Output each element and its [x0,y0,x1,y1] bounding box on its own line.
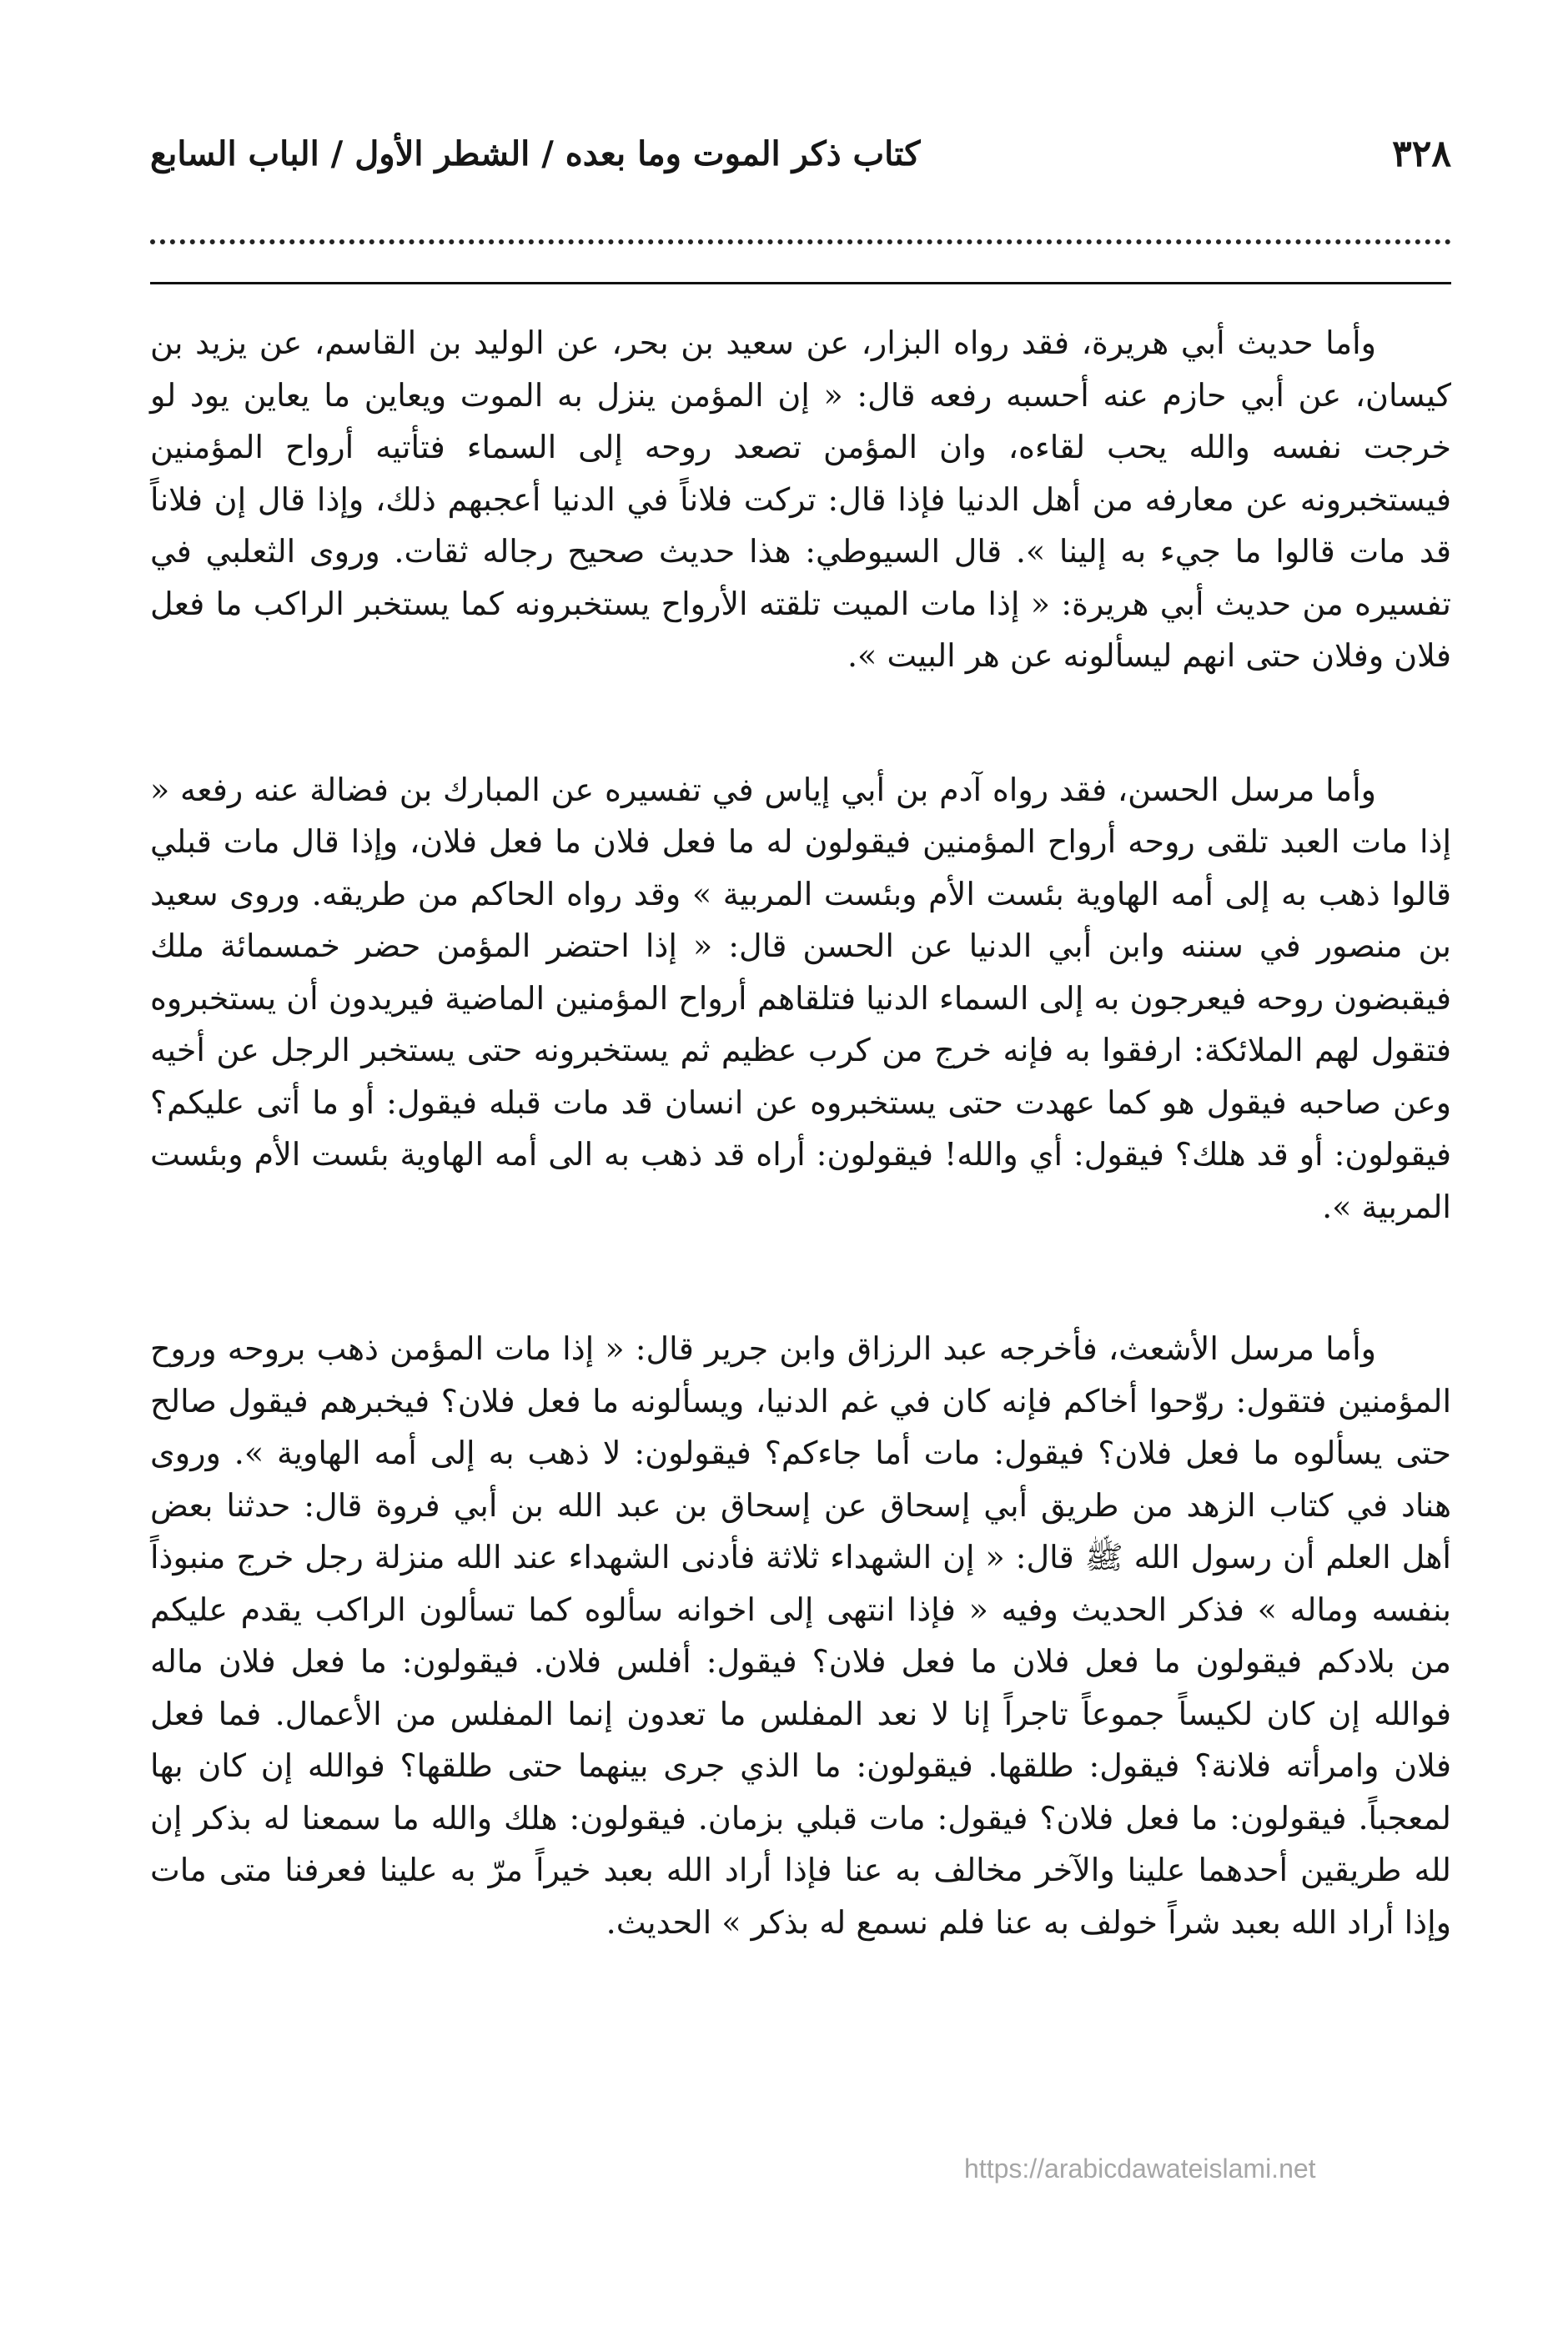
paragraph-abu-hurayra: وأما حديث أبي هريرة، فقد رواه البزار، عن سعيد بن بحر، عن الوليد بن القاسم، عن يزيد بن كيسان، عن أبي حازم عنه أحسبه رفعه قال: « إن المؤمن ينزل به الموت ويعاين ما يعاين يود لو خرجت نفسه والله يحب لقاءه، وان المؤمن تصعد روحه إلى السماء فتأتيه أرواح المؤمنين فيستخبرونه عن معارفه من أهل الدنيا فإذا قال: تركت فلاناً في الدنيا أعجبهم ذلك، وإذا قال إن فلاناً قد مات قالوا ما جيء به إلينا ». قال السيوطي: هذا حديث صحيح رجاله ثقات. وروى الثعلبي في تفسيره من حديث أبي هريرة: « إذا مات الميت تلقته الأرواح يستخبرونه كما يستخبر الراكب ما فعل فلان وفلان حتى انهم ليسألونه عن هر البيت ». [150,324,1451,674]
running-header [150,125,1451,183]
page-number: ٣٢٨ [1392,133,1451,175]
site-watermark: https://arabicdawateislami.net [964,2154,1316,2184]
dotted-divider [150,239,1451,244]
header-rule [150,282,1451,284]
paragraph-mursal-al-hasan: وأما مرسل الحسن، فقد رواه آدم بن أبي إياس في تفسيره عن المبارك بن فضالة عنه رفعه « إذا مات العبد تلقى روحه أرواح المؤمنين فيقولون له ما فعل فلان ما فعل فلان، وإذا قال مات قبلي قالوا ذهب به إلى أمه الهاوية بئست الأم وبئست المربية » وقد رواه الحاكم من طريقه. وروى سعيد بن منصور في سننه وابن أبي الدنيا عن الحسن قال: « إذا احتضر المؤمن حضر خمسمائة ملك فيقبضون روحه فيعرجون به إلى السماء الدنيا فتلقاهم أرواح المؤمنين الماضية فيريدون أن يستخبروه فتقول لهم الملائكة: ارفقوا به فإنه خرج من كرب عظيم ثم يستخبرونه حتى يستخبر الرجل عن أخيه وعن صاحبه فيقول هو كما عهدت حتى يستخبروه عن انسان قد مات قبله فيقول: أو ما أتى عليكم؟ فيقولون: أو قد هلك؟ فيقول: أي والله! فيقولون: أراه قد ذهب به الى أمه الهاوية بئست الأم وبئست المربية ». [150,771,1451,1225]
paragraph-mursal-al-ashath: وأما مرسل الأشعث، فأخرجه عبد الرزاق وابن جرير قال: « إذا مات المؤمن ذهب بروحه وروح المؤمنين فتقول: روّحوا أخاكم فإنه كان في غم الدنيا، ويسألونه ما فعل فلان؟ فيخبرهم فيقول صالح حتى يسألوه ما فعل فلان؟ فيقول: مات أما جاءكم؟ فيقولون: لا ذهب به إلى أمه الهاوية ». وروى هناد في كتاب الزهد من طريق أبي إسحاق عن إسحاق بن عبد الله بن أبي فروة قال: حدثنا بعض أهل العلم أن رسول الله ﷺ قال: « إن الشهداء ثلاثة فأدنى الشهداء عند الله منزلة رجل خرج منبوذاً بنفسه وماله » فذكر الحديث وفيه « فإذا انتهى إلى اخوانه سألوه كما تسألون الراكب يقدم عليكم من بلادكم فيقولون ما فعل فلان ما فعل فلان؟ فيقول: أفلس فلان. فيقولون: ما فعل فلان ماله فوالله إن كان لكيساً جموعاً تاجراً إنا لا نعد المفلس ما تعدون إنما المفلس من الأعمال. فما فعل فلان وامرأته فلانة؟ فيقول: طلقها. فيقولون: ما الذي جرى بينهما حتى طلقها؟ فوالله إن كان بها لمعجباً. فيقولون: ما فعل فلان؟ فيقول: مات قبلي بزمان. فيقولون: هلك والله ما سمعنا له بذكر إن لله طريقين أحدهما علينا والآخر مخالف به عنا فإذا أراد الله بعبد خيراً مرّ به علينا فعرفنا متى مات وإذا أراد الله بعبد شراً خولف به عنا فلم نسمع له بذكر » الحديث. [150,1330,1451,1941]
running-title: كتاب ذكر الموت وما بعده / الشطر الأول / الباب السابع [150,134,921,173]
page-body [150,317,1451,1948]
